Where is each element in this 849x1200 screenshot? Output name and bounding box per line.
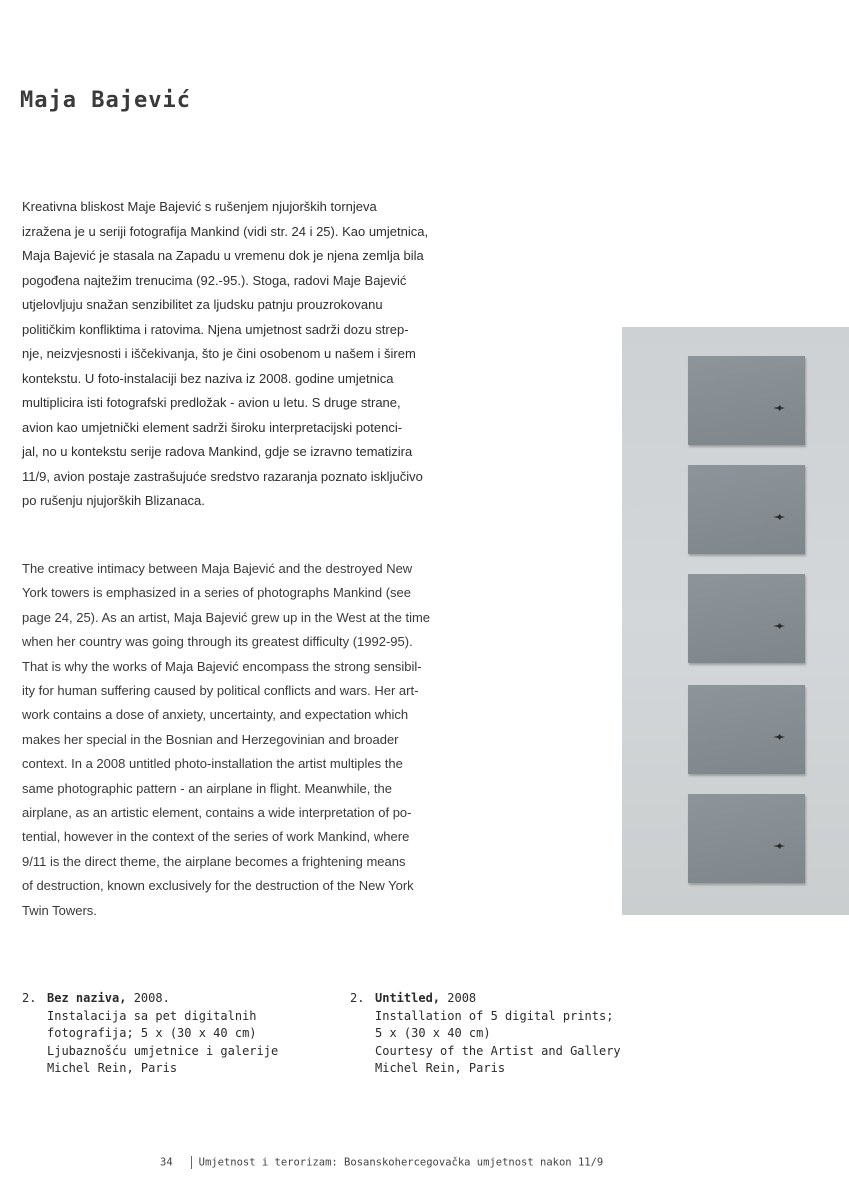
digital-print bbox=[688, 356, 805, 445]
caption-line: 5 x (30 x 40 cm) bbox=[375, 1026, 491, 1040]
caption-line: Michel Rein, Paris bbox=[47, 1061, 178, 1075]
bosnian-line: političkim konfliktima i ratovima. Njena umjetnost sadrži dozu strep- bbox=[22, 321, 409, 337]
airplane-icon bbox=[773, 734, 785, 740]
bosnian-line: kontekstu. U foto-instalaciji bez naziva iz 2008. godine umjetnica bbox=[22, 370, 394, 386]
caption-title: Untitled, bbox=[375, 991, 441, 1005]
caption-line: fotografija; 5 x (30 x 40 cm) bbox=[47, 1026, 257, 1040]
caption-line: Michel Rein, Paris bbox=[375, 1061, 506, 1075]
caption-line: Courtesy of the Artist and Gallery bbox=[375, 1043, 621, 1058]
digital-print bbox=[688, 685, 805, 774]
english-line: Twin Towers. bbox=[22, 902, 97, 918]
bosnian-line: avion kao umjetnički element sadrži široku interpretacijski potenci- bbox=[22, 419, 403, 435]
bosnian-line: 11/9, avion postaje zastrašujuće sredstvo razaranja poznato isključivo bbox=[22, 468, 423, 484]
bosnian-line: Maja Bajević je stasala na Zapadu u vremenu dok je njena zemlja bila bbox=[22, 248, 424, 263]
english-line: That is why the works of Maja Bajević encompass the strong sensibil- bbox=[22, 658, 422, 674]
page-footer bbox=[160, 1156, 603, 1169]
english-line: York towers is emphasized in a series of photographs Mankind (see bbox=[22, 585, 412, 601]
english-line: makes her special in the Bosnian and Herzegovinian and broader bbox=[22, 731, 399, 747]
english-line: of destruction, known exclusively for the destruction of the New York bbox=[22, 878, 414, 894]
english-line: work contains a dose of anxiety, uncertainty, and expectation which bbox=[22, 707, 409, 723]
footer-divider bbox=[191, 1156, 192, 1169]
english-line: page 24, 25). As an artist, Maja Bajević grew up in the West at the time bbox=[22, 609, 431, 625]
english-line: same photographic pattern - an airplane in flight. Meanwhile, the bbox=[22, 780, 392, 796]
bosnian-line: jal, no u kontekstu serije radova Mankind, gdje se izravno tematizira bbox=[22, 444, 413, 459]
page-number: 34 bbox=[160, 1156, 173, 1169]
bosnian-line: multiplicira isti fotografski predložak - avion u letu. S druge strane, bbox=[22, 395, 401, 410]
bosnian-line: pogođena najtežim trenucima (92.-95.). Stoga, radovi Maje Bajević bbox=[22, 272, 407, 288]
caption-line: Ljubaznošću umjetnice i galerije bbox=[47, 1043, 279, 1058]
page-title: Maja Bajević bbox=[20, 88, 191, 113]
caption-number: 2. bbox=[22, 991, 37, 1005]
bosnian-line: nje, neizvjesnosti i iščekivanja, što je čini osobenom u našem i širem bbox=[22, 346, 416, 361]
digital-print bbox=[688, 574, 805, 663]
caption-year: 2008. bbox=[126, 991, 170, 1005]
caption-number: 2. bbox=[350, 991, 365, 1005]
book-title: Umjetnost i terorizam: Bosanskohercegovačka umjetnost nakon 11/9 bbox=[198, 1156, 604, 1169]
english-line: The creative intimacy between Maja Bajević and the destroyed New bbox=[22, 561, 413, 576]
english-line: context. In a 2008 untitled photo-installation the artist multiples the bbox=[22, 756, 403, 772]
airplane-icon bbox=[773, 843, 785, 849]
caption-line: Installation of 5 digital prints; bbox=[375, 1008, 614, 1023]
caption-title: Bez naziva, bbox=[47, 991, 127, 1005]
english-line: 9/11 is the direct theme, the airplane becomes a frightening means bbox=[22, 853, 406, 869]
bosnian-line: izražena je u seriji fotografija Mankind (vidi str. 24 i 25). Kao umjetnica, bbox=[22, 223, 429, 239]
bosnian-line: po rušenju njujorških Blizanaca. bbox=[22, 493, 205, 508]
caption-english bbox=[350, 990, 621, 1078]
airplane-icon bbox=[773, 514, 785, 520]
bosnian-line: utjelovljuju snažan senzibilitet za ljudsku patnju prouzrokovanu bbox=[22, 297, 383, 312]
digital-print bbox=[688, 794, 805, 883]
english-paragraph bbox=[22, 557, 432, 923]
airplane-icon bbox=[773, 405, 785, 411]
bosnian-line: Kreativna bliskost Maje Bajević s rušenjem njujorških tornjeva bbox=[22, 199, 377, 214]
bosnian-paragraph bbox=[22, 195, 432, 514]
english-line: tential, however in the context of the series of work Mankind, where bbox=[22, 829, 410, 845]
airplane-icon bbox=[773, 623, 785, 629]
english-line: when her country was going through its greatest difficulty (1992-95). bbox=[22, 634, 413, 650]
caption-year: 2008 bbox=[440, 991, 477, 1005]
digital-print bbox=[688, 465, 805, 554]
caption-line: Instalacija sa pet digitalnih bbox=[47, 1008, 257, 1023]
caption-bosnian bbox=[22, 990, 278, 1078]
english-line: airplane, as an artistic element, contains a wide interpretation of po- bbox=[22, 805, 412, 821]
english-line: ity for human suffering caused by political conflicts and wars. Her art- bbox=[22, 683, 419, 699]
